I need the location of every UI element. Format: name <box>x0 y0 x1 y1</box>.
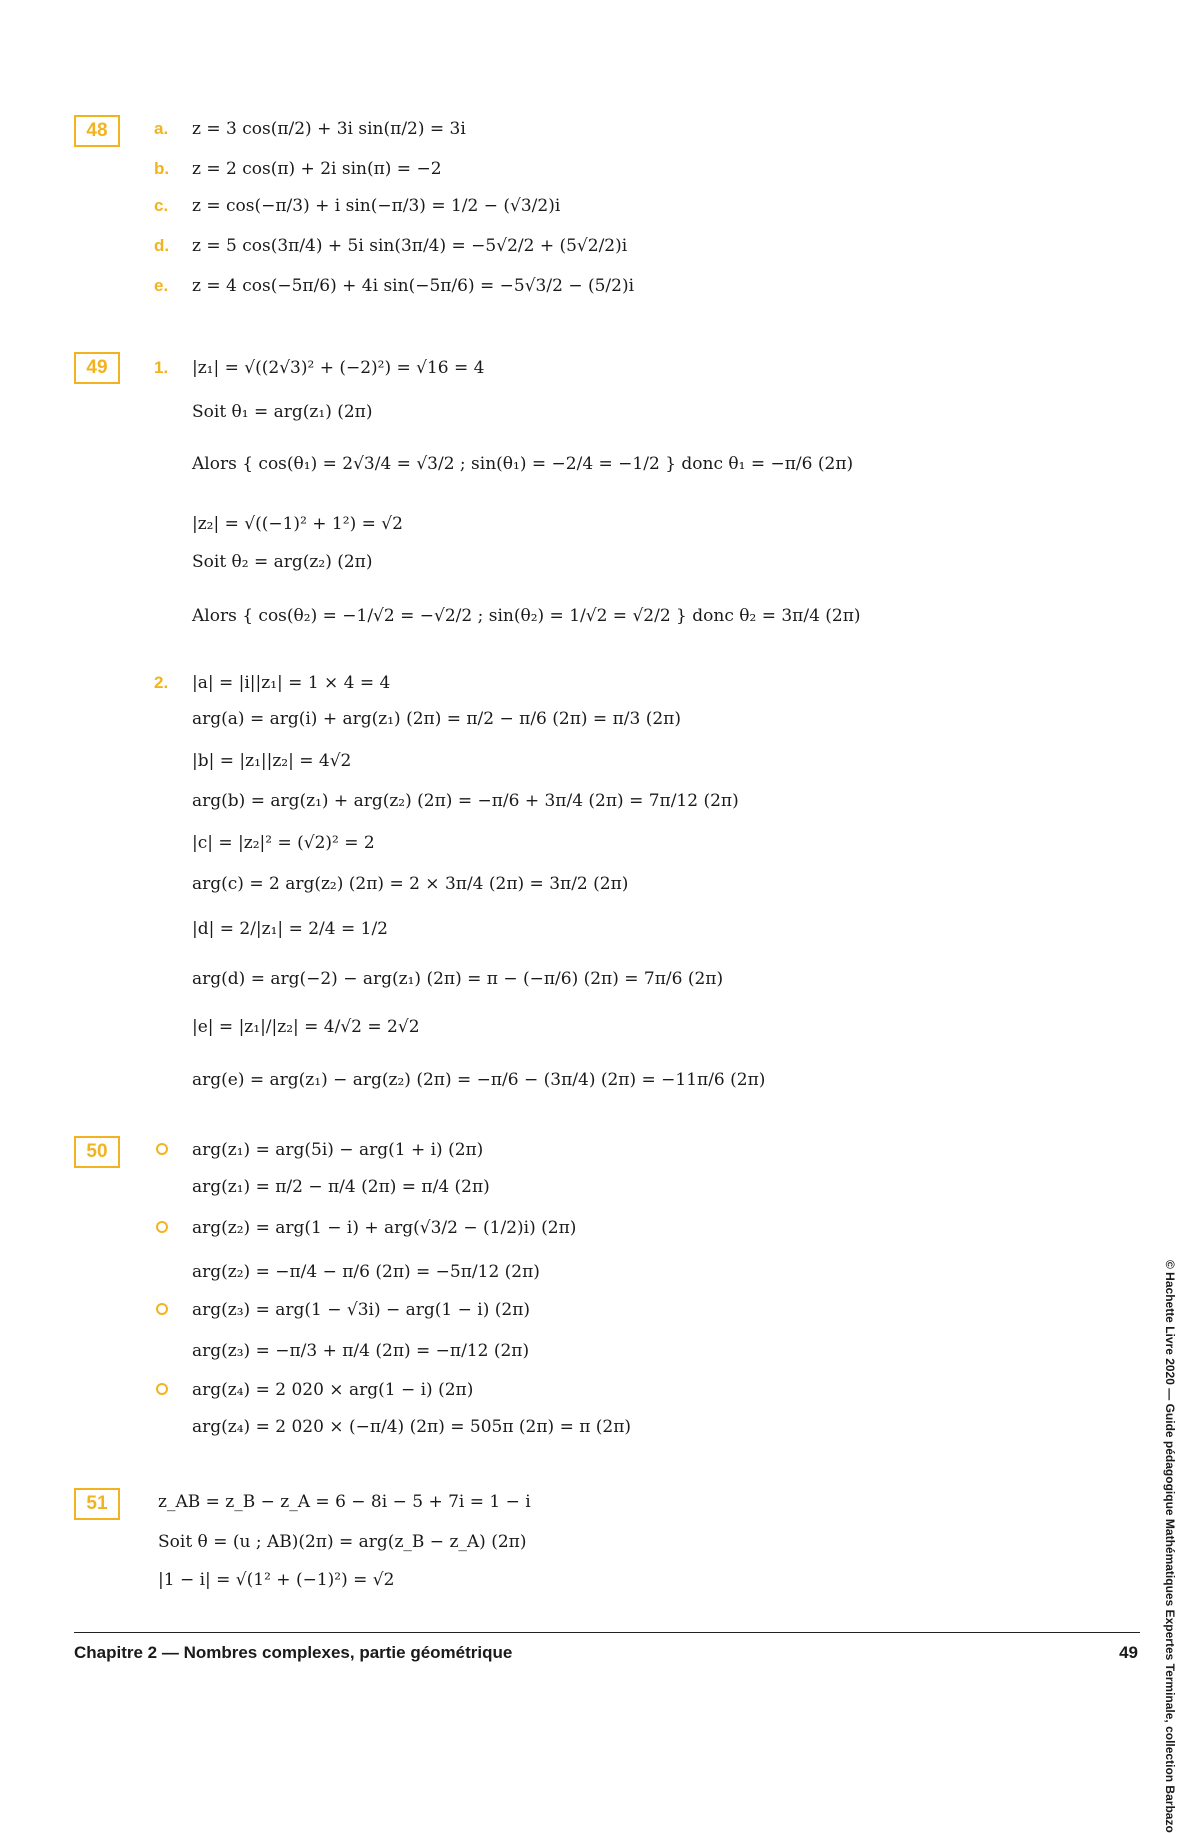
formula-49-arg-b: arg(b) = arg(z₁) + arg(z₂) (2π) = −π/6 + 3π/4 (2π) = 7π/12 (2π) <box>192 791 739 811</box>
copyright-notice: © Hachette Livre 2020 — Guide pédagogique Mathématiques Expertes Terminale, collection Barbazo <box>1163 1260 1177 1833</box>
formula-50-z4-b: arg(z₄) = 2 020 × (−π/4) (2π) = 505π (2π) = π (2π) <box>192 1417 632 1437</box>
formula-49-modulus-d: |d| = 2/|z₁| = 2/4 = 1/2 <box>192 919 388 939</box>
formula-49-modulus-b: |b| = |z₁||z₂| = 4√2 <box>192 751 352 771</box>
footer-divider <box>74 1632 1140 1633</box>
formula-49-arg-c: arg(c) = 2 arg(z₂) (2π) = 2 × 3π/4 (2π) = 3π/2 (2π) <box>192 874 629 894</box>
formula-49-theta2-def: Soit θ₂ = arg(z₂) (2π) <box>192 552 373 572</box>
formula-49-modulus-z2: |z₂| = √((−1)² + 1²) = √2 <box>192 514 403 534</box>
formula-49-theta1-def: Soit θ₁ = arg(z₁) (2π) <box>192 402 373 422</box>
exercise-number-49: 49 <box>74 352 120 384</box>
formula-51-theta: Soit θ = (u ; AB)(2π) = arg(z_B − z_A) (2π) <box>158 1532 527 1552</box>
page-number: 49 <box>1119 1643 1138 1662</box>
item-label-b: b. <box>154 159 170 178</box>
formula-50-z3-a: arg(z₃) = arg(1 − √3i) − arg(1 − i) (2π) <box>192 1300 531 1320</box>
formula-49-arg-d: arg(d) = arg(−2) − arg(z₁) (2π) = π − (−π/6) (2π) = 7π/6 (2π) <box>192 969 724 989</box>
exercise-number-50: 50 <box>74 1136 120 1168</box>
formula-51-zab: z_AB = z_B − z_A = 6 − 8i − 5 + 7i = 1 − i <box>158 1492 531 1512</box>
formula-48d: z = 5 cos(3π/4) + 5i sin(3π/4) = −5√2/2 + (5√2/2)i <box>192 236 628 256</box>
formula-49-modulus-c: |c| = |z₂|² = (√2)² = 2 <box>192 833 375 853</box>
formula-49-modulus-z1: |z₁| = √((2√3)² + (−2)²) = √16 = 4 <box>192 358 485 378</box>
formula-48e: z = 4 cos(−5π/6) + 4i sin(−5π/6) = −5√3/2 − (5/2)i <box>192 276 635 296</box>
bullet-circle-icon <box>156 1221 168 1233</box>
formula-49-arg-e: arg(e) = arg(z₁) − arg(z₂) (2π) = −π/6 − (3π/4) (2π) = −11π/6 (2π) <box>192 1070 766 1090</box>
bullet-circle-icon <box>156 1303 168 1315</box>
formula-48b: z = 2 cos(π) + 2i sin(π) = −2 <box>192 159 442 179</box>
formula-50-z2-a: arg(z₂) = arg(1 − i) + arg(√3/2 − (1/2)i) (2π) <box>192 1218 577 1238</box>
item-label-1: 1. <box>154 358 169 377</box>
formula-48c: z = cos(−π/3) + i sin(−π/3) = 1/2 − (√3/2)i <box>192 196 561 216</box>
item-label-a: a. <box>154 119 169 138</box>
item-label-c: c. <box>154 196 169 215</box>
formula-49-theta1-system: Alors { cos(θ₁) = 2√3/4 = √3/2 ; sin(θ₁) = −2/4 = −1/2 } donc θ₁ = −π/6 (2π) <box>192 454 854 474</box>
item-label-2: 2. <box>154 673 169 692</box>
formula-48a: z = 3 cos(π/2) + 3i sin(π/2) = 3i <box>192 119 466 139</box>
bullet-circle-icon <box>156 1383 168 1395</box>
formula-49-modulus-a: |a| = |i||z₁| = 1 × 4 = 4 <box>192 673 391 693</box>
formula-50-z2-b: arg(z₂) = −π/4 − π/6 (2π) = −5π/12 (2π) <box>192 1262 540 1282</box>
formula-50-z4-a: arg(z₄) = 2 020 × arg(1 − i) (2π) <box>192 1380 474 1400</box>
chapter-title: Chapitre 2 — Nombres complexes, partie géométrique <box>74 1643 513 1662</box>
formula-49-modulus-e: |e| = |z₁|/|z₂| = 4/√2 = 2√2 <box>192 1017 420 1037</box>
exercise-number-51: 51 <box>74 1488 120 1520</box>
bullet-circle-icon <box>156 1143 168 1155</box>
formula-51-modulus: |1 − i| = √(1² + (−1)²) = √2 <box>158 1570 395 1590</box>
formula-50-z1-b: arg(z₁) = π/2 − π/4 (2π) = π/4 (2π) <box>192 1177 490 1197</box>
formula-49-arg-a: arg(a) = arg(i) + arg(z₁) (2π) = π/2 − π/6 (2π) = π/3 (2π) <box>192 709 681 729</box>
item-label-e: e. <box>154 276 169 295</box>
formula-50-z3-b: arg(z₃) = −π/3 + π/4 (2π) = −π/12 (2π) <box>192 1341 530 1361</box>
formula-49-theta2-system: Alors { cos(θ₂) = −1/√2 = −√2/2 ; sin(θ₂) = 1/√2 = √2/2 } donc θ₂ = 3π/4 (2π) <box>192 606 861 626</box>
exercise-number-48: 48 <box>74 115 120 147</box>
formula-50-z1-a: arg(z₁) = arg(5i) − arg(1 + i) (2π) <box>192 1140 484 1160</box>
item-label-d: d. <box>154 236 170 255</box>
